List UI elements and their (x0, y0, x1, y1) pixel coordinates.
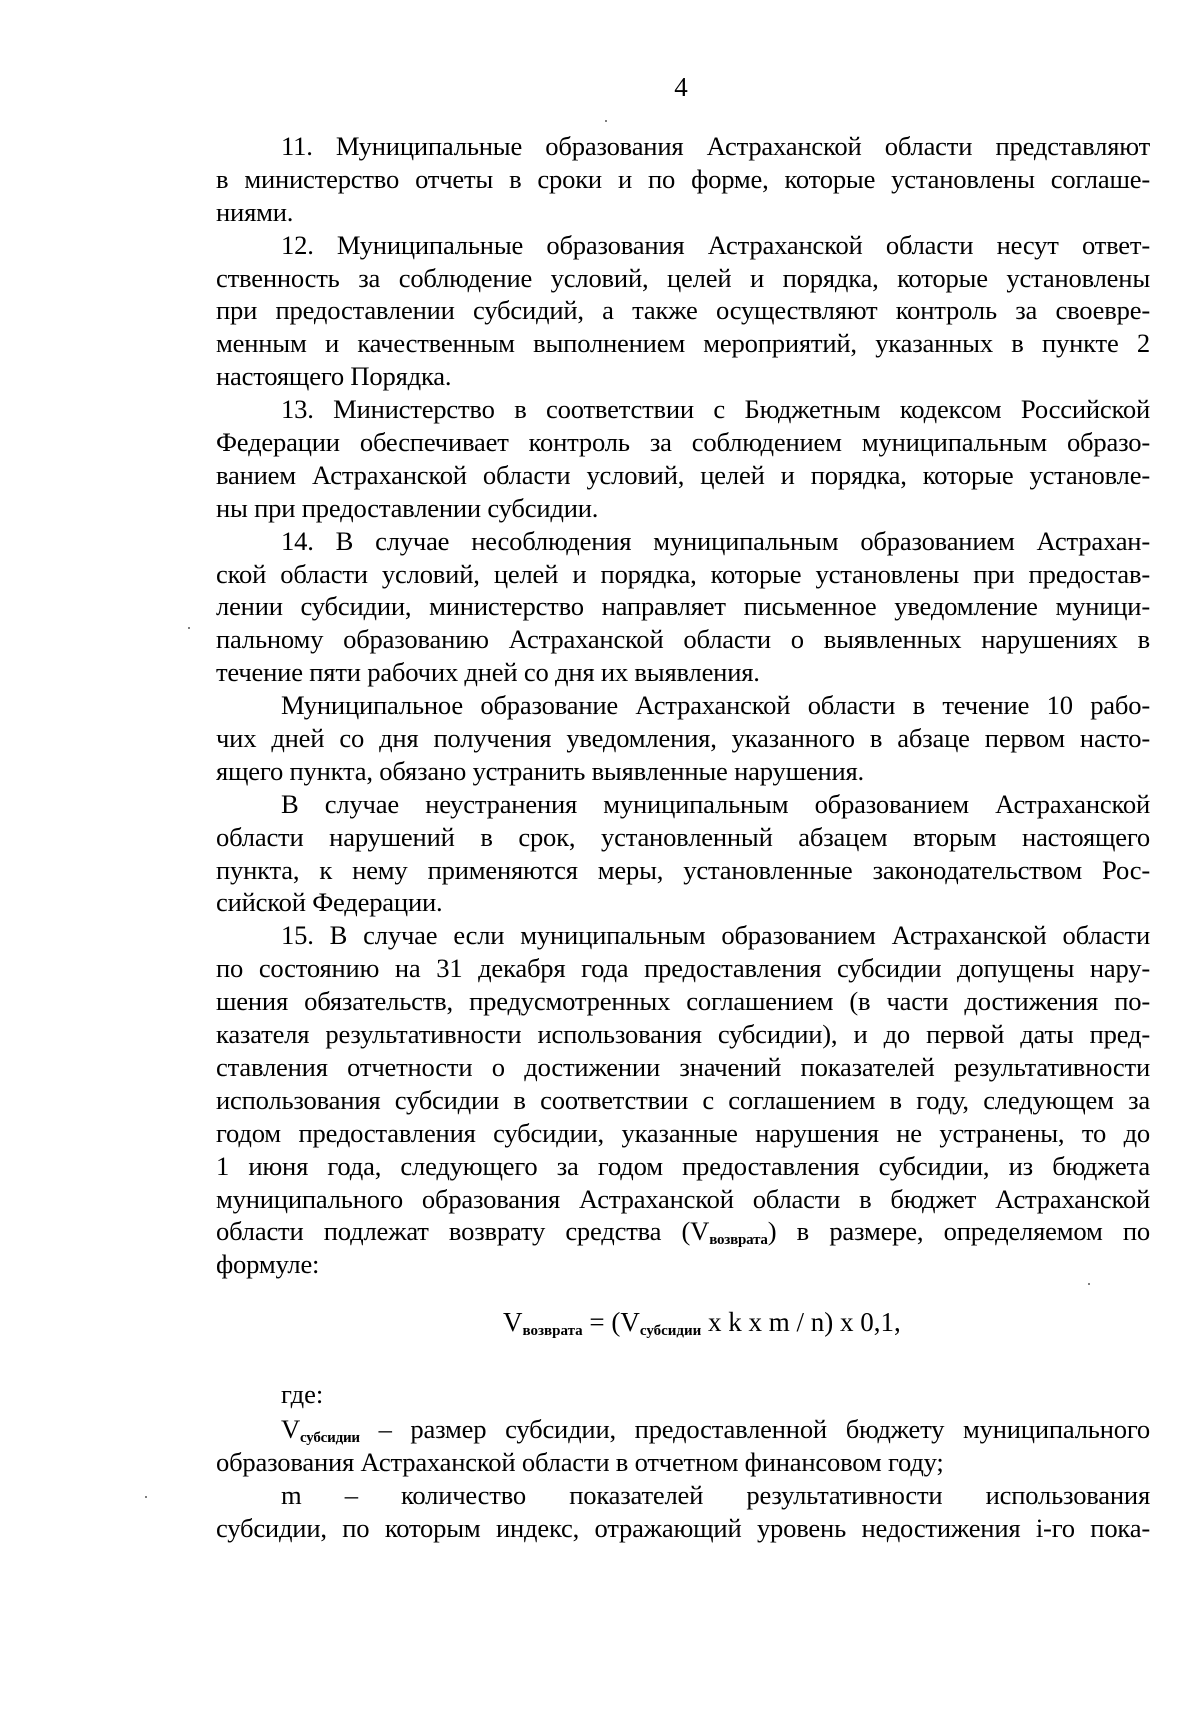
paragraph-14-line: течение пяти рабочих дней со дня их выявления. (216, 657, 760, 688)
paragraph-14-line: 14. В случае несоблюдения муниципальным образованием Астрахан- (281, 525, 1150, 556)
paragraph-12-line: при предоставлении субсидий, а также осуществляют контроль за своевре- (216, 295, 1150, 326)
paragraph-14-line: пальному образованию Астраханской области о выявленных нарушениях в (216, 624, 1150, 655)
vozvrat-subscript: возврата (709, 1232, 768, 1249)
paragraph-15-line: использования субсидии в соответствии с соглашением в году, следующем за (216, 1084, 1150, 1115)
definition-v-symbol: V (281, 1414, 301, 1444)
paragraph-12-line: ственность за соблюдение условий, целей и порядка, которые установлены (216, 262, 1150, 293)
paragraph-15-line: 15. В случае если муниципальным образованием Астраханской области (281, 920, 1150, 951)
paragraph-15-line: ставления отчетности о достижении значений показателей результативности (216, 1051, 1150, 1082)
vozvrat-text-after: ) в размере, определяемом по (767, 1216, 1150, 1247)
paragraph-15-line: шения обязательств, предусмотренных соглашением (в части достижения по- (216, 986, 1150, 1017)
definition-v-line: образования Астраханской области в отчетном финансовом году; (216, 1446, 944, 1477)
paragraph-13-line: 13. Министерство в соответствии с Бюджетным кодексом Российской (281, 394, 1150, 425)
paragraph-15-line: по состоянию на 31 декабря года предоставления субсидии допущены нару- (216, 953, 1150, 984)
scan-speck (145, 1496, 147, 1498)
where-label: где: (281, 1379, 324, 1409)
paragraph-15-line: муниципального образования Астраханской области в бюджет Астраханской (216, 1183, 1150, 1214)
formula-subsidy-subscript: субсидии (639, 1323, 702, 1339)
formula-v: V (503, 1307, 523, 1337)
page-number: 4 (674, 72, 688, 102)
paragraph-12-line: менным и качественным выполнением мероприятий, указанных в пункте 2 (216, 328, 1150, 359)
paragraph-14-line: лении субсидии, министерство направляет письменное уведомление муници- (216, 591, 1150, 622)
definition-v-line (216, 1413, 1150, 1446)
formula-v-subscript: возврата (522, 1323, 583, 1339)
paragraph-15-line: формуле: (216, 1249, 320, 1280)
paragraph-14-3-line: В случае неустранения муниципальным образованием Астраханской (281, 788, 1150, 819)
paragraph-11-line: ниями. (216, 196, 294, 227)
paragraph-11-line: 11. Муниципальные образования Астраханской области представляют (281, 131, 1150, 161)
paragraph-14-2-line: Муниципальное образование Астраханской области в течение 10 рабо- (281, 690, 1150, 721)
formula-eq: = (V (582, 1307, 640, 1337)
scan-speck (188, 627, 190, 629)
definition-m-line: m – количество показателей результативности использования (281, 1479, 1150, 1510)
formula-rest: x k x m / n) x 0,1, (701, 1307, 901, 1337)
paragraph-12-line: 12. Муниципальные образования Астраханской области несут ответ- (281, 229, 1150, 260)
paragraph-14-3-line: пункта, к нему применяются меры, установленные законодательством Рос- (216, 854, 1150, 885)
paragraph-14-line: ской области условий, целей и порядка, которые установлены при предостав- (216, 558, 1150, 589)
return-formula (503, 1307, 901, 1340)
paragraph-14-3-line: сийской Федерации. (216, 887, 443, 918)
document-body (216, 130, 1150, 1281)
paragraph-14-3-line: области нарушений в срок, установленный абзацем вторым настоящего (216, 821, 1150, 852)
paragraph-15-line: казателя результативности использования субсидии), и до первой даты пред- (216, 1019, 1150, 1050)
paragraph-15-vozvrat-line (216, 1215, 1150, 1248)
definitions (216, 1413, 1150, 1545)
paragraph-13-line: ванием Астраханской области условий, целей и порядка, которые установле- (216, 459, 1150, 490)
paragraph-12-line: настоящего Порядка. (216, 361, 452, 392)
paragraph-15-line: 1 июня года, следующего за годом предоставления субсидии, из бюджета (216, 1150, 1150, 1181)
paragraph-14-2-line: ящего пункта, обязано устранить выявленные нарушения. (216, 755, 864, 786)
definition-m-line: субсидии, по которым индекс, отражающий уровень недостижения i-го пока- (216, 1512, 1150, 1543)
scan-speck (605, 120, 607, 122)
paragraph-13-line: Федерации обеспечивает контроль за соблюдением муниципальным образо- (216, 427, 1150, 458)
paragraph-11-line: в министерство отчеты в сроки и по форме, которые установлены соглаше- (216, 163, 1150, 194)
scan-speck (1088, 1283, 1090, 1285)
paragraph-14-2-line: чих дней со дня получения уведомления, указанного в абзаце первом насто- (216, 723, 1150, 754)
definition-v-text: – размер субсидии, предоставленной бюджету муниципального (359, 1414, 1150, 1444)
definition-v-subscript: субсидии (300, 1430, 360, 1446)
paragraph-13-line: ны при предоставлении субсидии. (216, 492, 599, 523)
paragraph-15-line: годом предоставления субсидии, указанные нарушения не устранены, то до (216, 1117, 1150, 1148)
vozvrat-text-before: области подлежат возврату средства (V (216, 1216, 710, 1247)
